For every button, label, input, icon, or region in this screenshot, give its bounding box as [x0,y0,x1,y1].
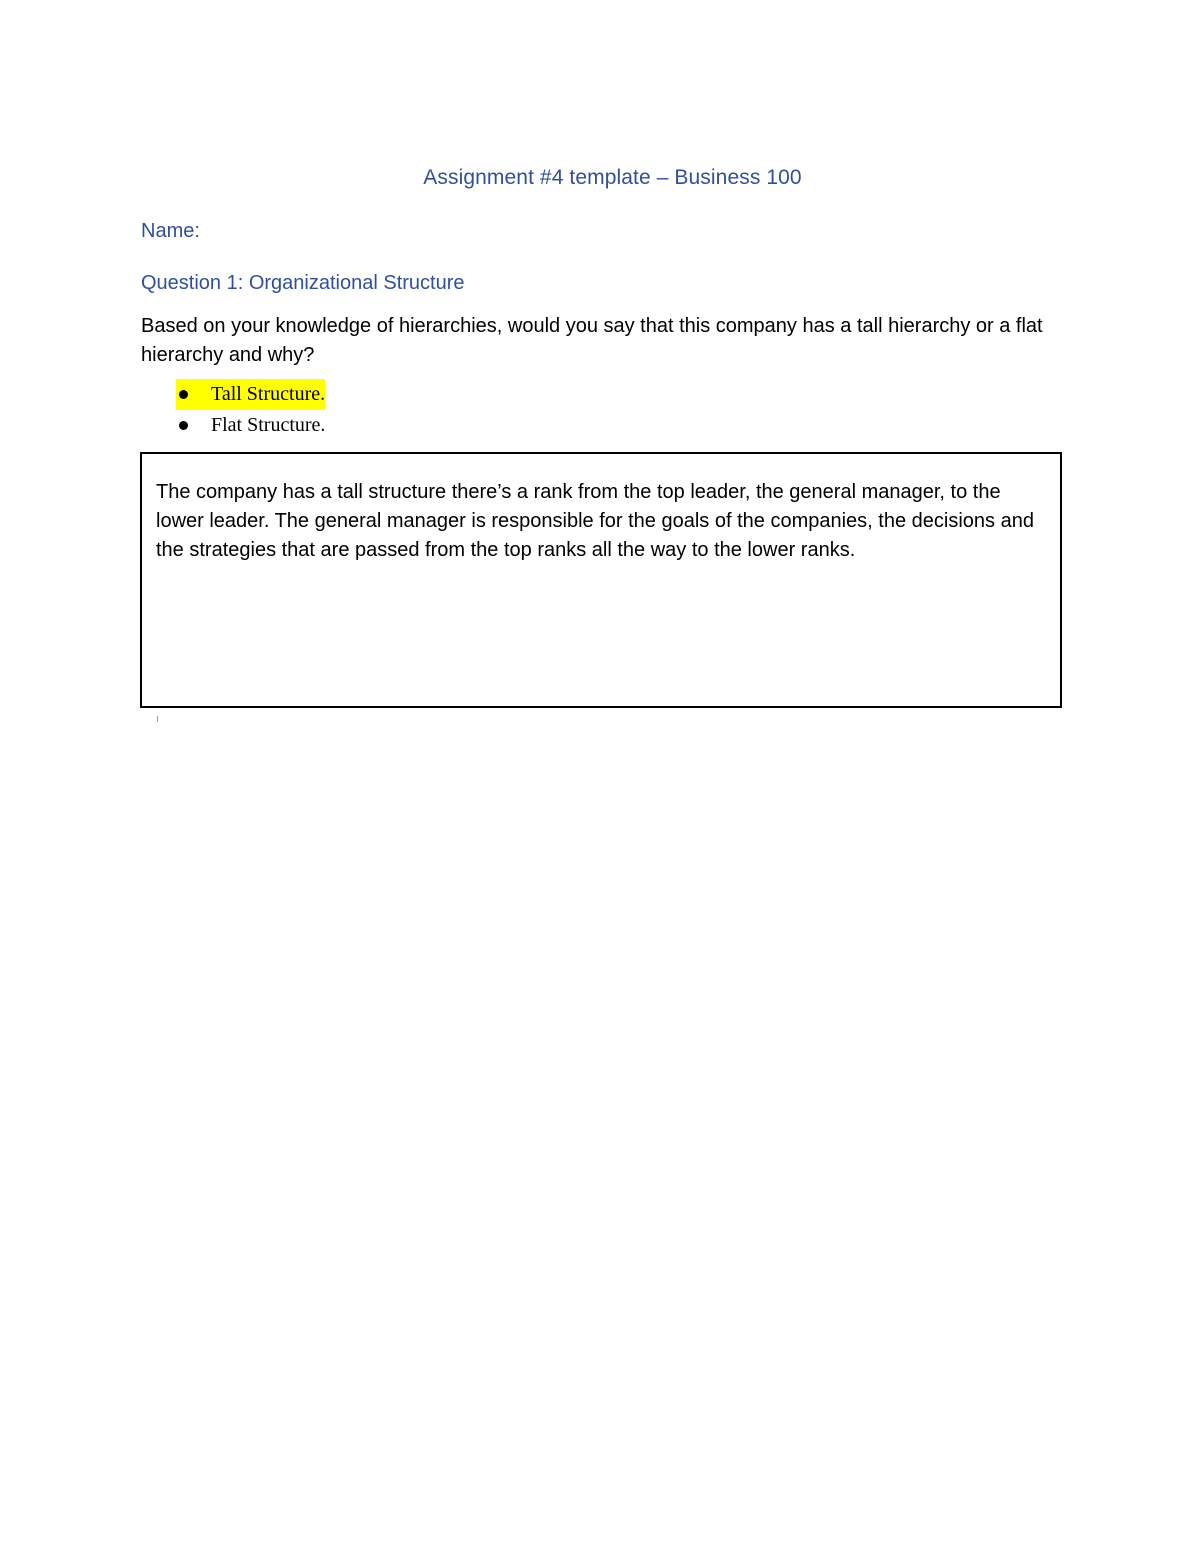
question-text: Based on your knowledge of hierarchies, would you say that this company has a tall hierarchy or a flat hierarchy and why? [141,315,1043,366]
option-highlight [176,379,325,410]
option-flat-structure [176,410,325,441]
bullet-icon [179,390,188,399]
answer-box[interactable] [140,452,1062,708]
answer-text: The company has a tall structure there’s a rank from the top leader, the general manager, to the lower leader. The general manager is responsible for the goals of the companies, the decisions and the strategies that are passed from the top ranks all the way to the lower ranks. [156,481,1034,561]
option-label: Flat Structure. [211,414,326,436]
name-label: Name: [141,220,200,242]
option-highlight [176,410,325,441]
document-title: Assignment #4 template – Business 100 [423,166,802,189]
question-heading: Question 1: Organizational Structure [141,272,465,294]
option-label: Tall Structure. [211,383,326,405]
bullet-icon [179,421,188,430]
options-list [176,379,325,441]
option-tall-structure [176,379,325,410]
cursor-mark [157,716,158,722]
